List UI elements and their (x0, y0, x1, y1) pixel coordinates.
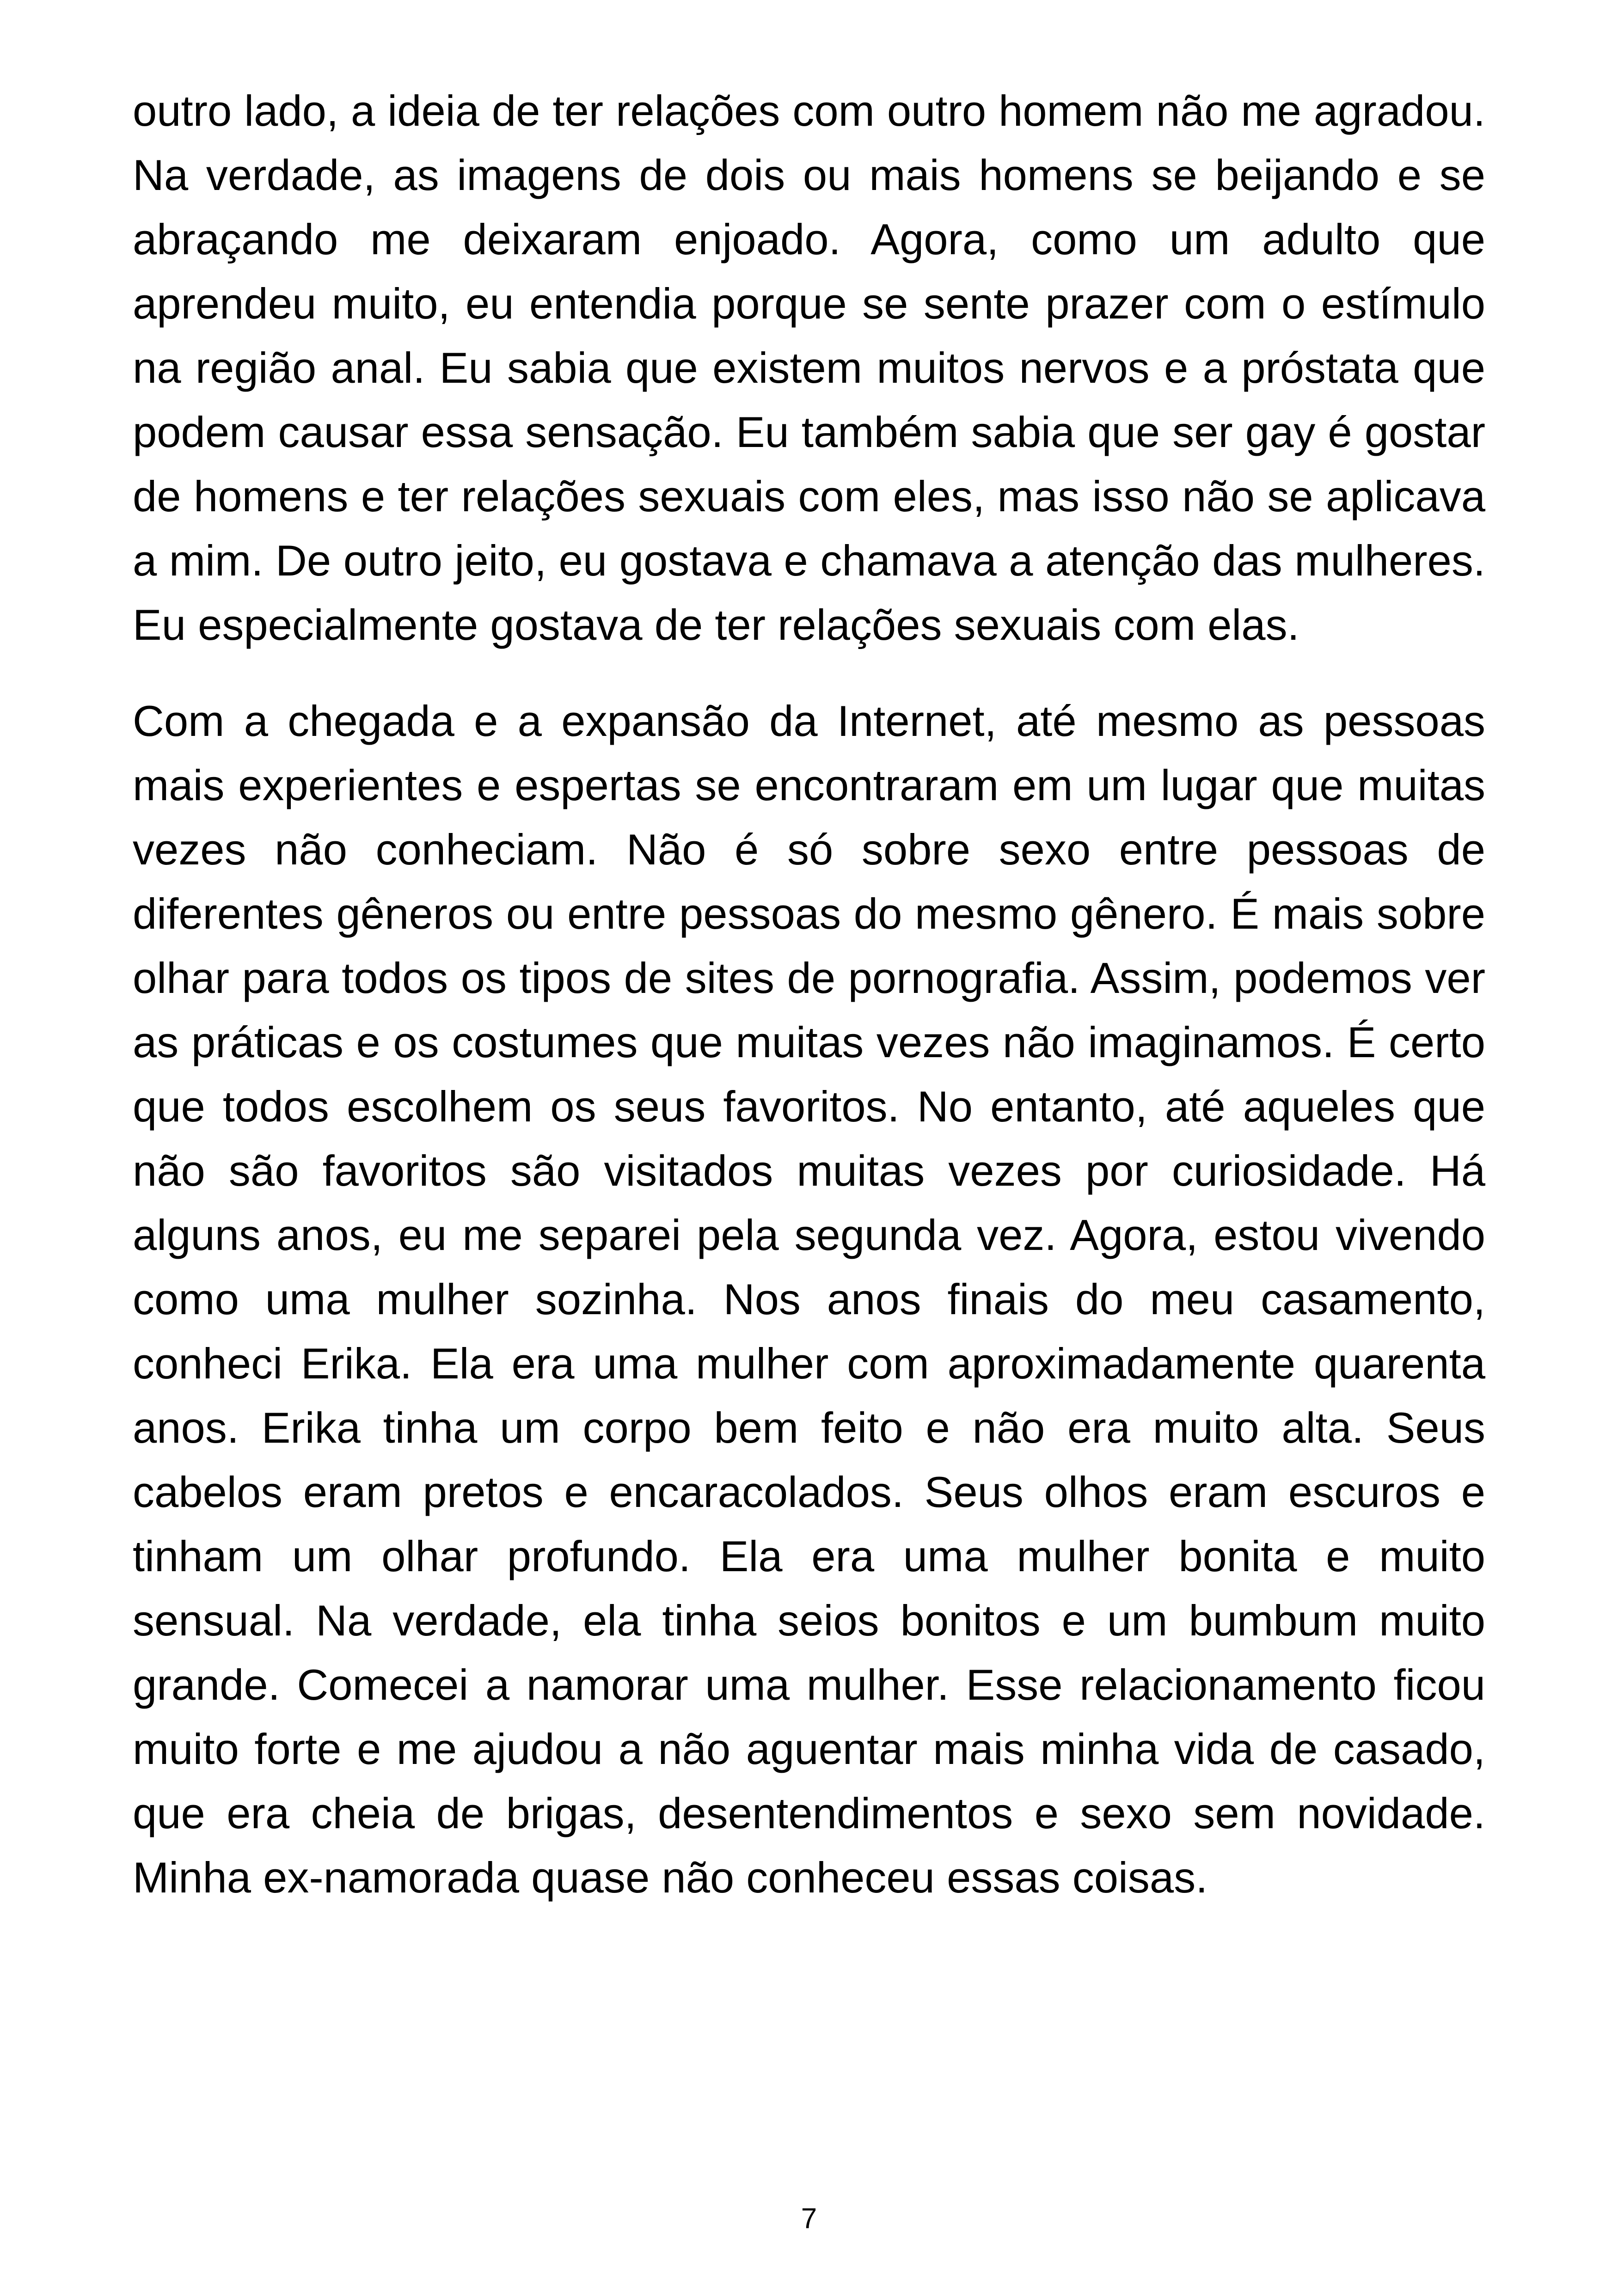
body-text (133, 79, 1485, 1910)
paragraph-1: outro lado, a ideia de ter relações com outro homem não me agradou. Na verdade, as imagens de dois ou mais homens se beijando e se abraçando me deixaram enjoado. Agora, como um adulto que aprendeu muito, eu entendia porque se sente prazer com o estímulo na região anal. Eu sabia que existem muitos nervos e a próstata que podem causar essa sensação. Eu também sabia que ser gay é gostar de homens e ter relações sexuais com eles, mas isso não se aplicava a mim. De outro jeito, eu gostava e chamava a atenção das mulheres. Eu especialmente gostava de ter relações sexuais com elas. (133, 86, 1485, 649)
paragraph-2: Com a chegada e a expansão da Internet, até mesmo as pessoas mais experientes e espertas se encontraram em um lugar que muitas vezes não conheciam. Não é só sobre sexo entre pessoas de diferentes gêneros ou entre pessoas do mesmo gênero. É mais sobre olhar para todos os tipos de sites de pornografia. Assim, podemos ver as práticas e os costumes que muitas vezes não imaginamos. É certo que todos escolhem os seus favoritos. No entanto, até aqueles que não são favoritos são visitados muitas vezes por curiosidade. Há alguns anos, eu me separei pela segunda vez. Agora, estou vivendo como uma mulher sozinha. Nos anos finais do meu casamento, conheci Erika. Ela era uma mulher com aproximadamente quarenta anos. Erika tinha um corpo bem feito e não era muito alta. Seus cabelos eram pretos e encaracolados. Seus olhos eram escuros e tinham um olhar profundo. Ela era uma mulher bonita e muito sensual. Na verdade, ela tinha seios bonitos e um bumbum muito grande. Comecei a namorar uma mulher. Esse relacionamento ficou muito forte e me ajudou a não aguentar mais minha vida de casado, que era cheia de brigas, desentendimentos e sexo sem novidade. Minha ex-namorada quase não conheceu essas coisas. (133, 697, 1485, 1902)
page-number: 7 (801, 2203, 817, 2235)
